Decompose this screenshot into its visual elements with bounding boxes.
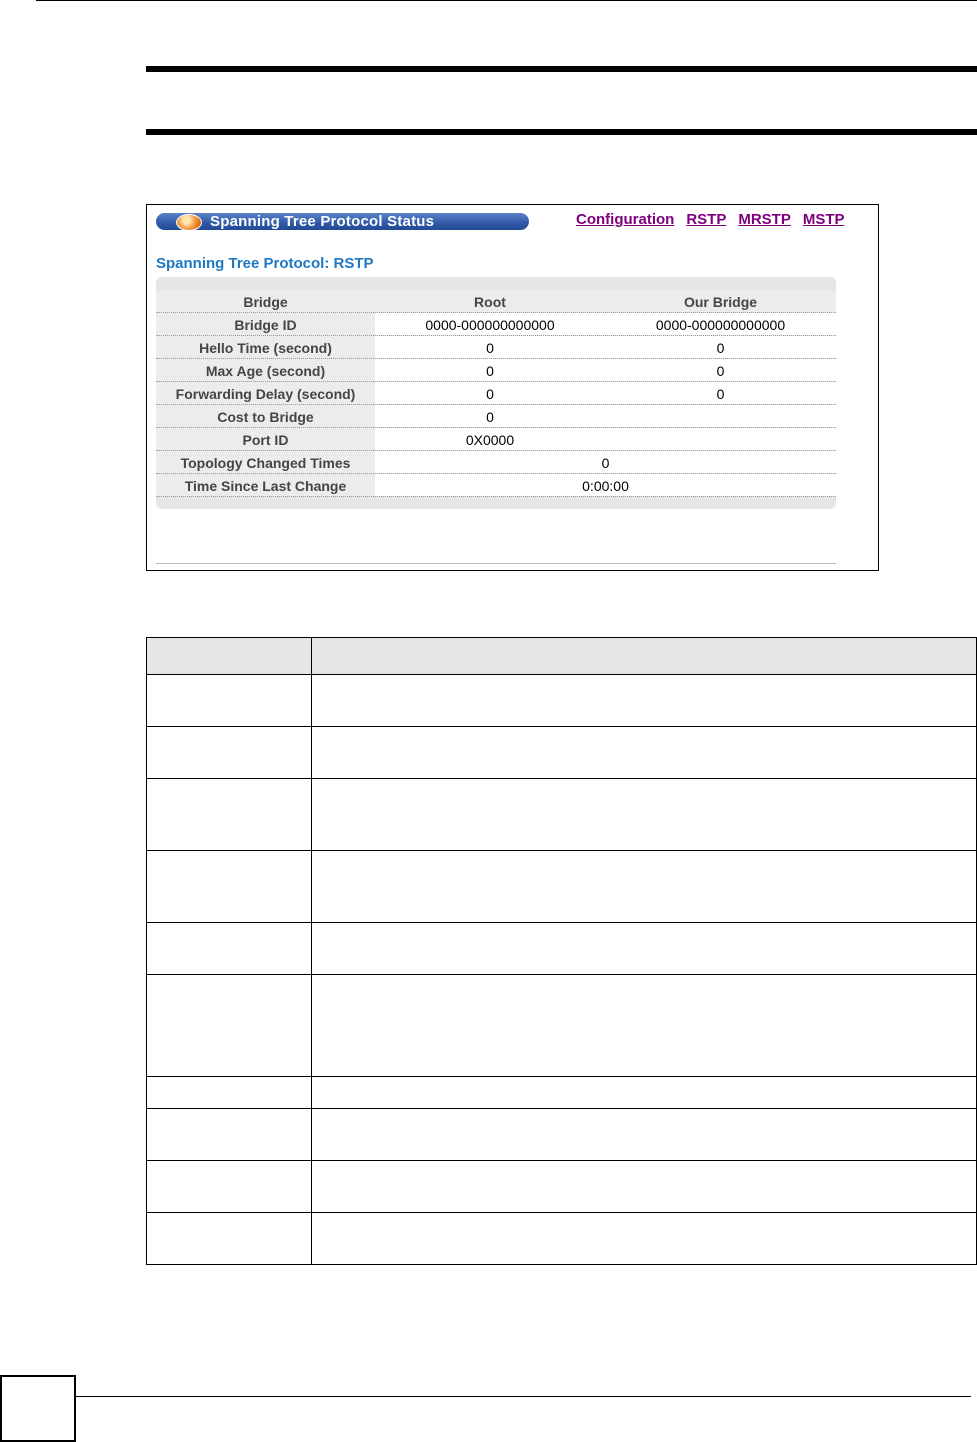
table-row xyxy=(156,451,836,474)
table-row xyxy=(156,428,836,451)
table-row xyxy=(147,779,977,851)
page-number-box xyxy=(0,1375,76,1442)
table-header-row xyxy=(156,290,836,313)
root-value: 0 xyxy=(375,382,605,404)
table-row xyxy=(147,851,977,923)
header-our-bridge: Our Bridge xyxy=(605,290,836,312)
root-value: 0X0000 xyxy=(375,428,605,450)
row-label: Hello Time (second) xyxy=(156,336,375,358)
table-row xyxy=(156,336,836,359)
header-cell-label xyxy=(147,638,312,675)
table-row xyxy=(156,405,836,428)
table-row xyxy=(147,923,977,975)
top-rule xyxy=(36,0,977,1)
section-rule-top xyxy=(146,66,977,72)
table-row xyxy=(147,675,977,727)
table-row xyxy=(147,1161,977,1213)
table-row xyxy=(156,359,836,382)
mrstp-link[interactable]: MRSTP xyxy=(738,211,791,228)
stp-status-table xyxy=(156,277,836,509)
rstp-link[interactable]: RSTP xyxy=(686,211,727,228)
root-value: 0 xyxy=(375,336,605,358)
configuration-link[interactable]: Configuration xyxy=(576,211,675,228)
row-label: Forwarding Delay (second) xyxy=(156,382,375,404)
our-bridge-value: 0 xyxy=(605,336,836,358)
table-row xyxy=(156,382,836,405)
our-bridge-value: 0 xyxy=(605,382,836,404)
header-root: Root xyxy=(375,290,605,312)
row-label: Max Age (second) xyxy=(156,359,375,381)
row-label: Topology Changed Times xyxy=(156,451,375,473)
header-cell-description xyxy=(312,638,977,675)
table-row xyxy=(156,313,836,336)
row-label: Cost to Bridge xyxy=(156,405,375,427)
our-bridge-value: 0 xyxy=(605,359,836,381)
table-row xyxy=(147,727,977,779)
root-value: 0 xyxy=(375,359,605,381)
table-row xyxy=(156,474,836,497)
table-row xyxy=(147,1213,977,1265)
protocol-heading: Spanning Tree Protocol: RSTP xyxy=(156,255,374,272)
stp-status-screenshot xyxy=(146,204,879,571)
table-row xyxy=(147,1109,977,1161)
mstp-link[interactable]: MSTP xyxy=(802,211,845,228)
span-value: 0:00:00 xyxy=(375,474,836,496)
our-bridge-value: 0000-000000000000 xyxy=(605,313,836,335)
panel-title: Spanning Tree Protocol Status xyxy=(210,213,435,230)
root-value: 0 xyxy=(375,405,605,427)
span-value: 0 xyxy=(375,451,836,473)
header-bridge: Bridge xyxy=(156,290,375,312)
orb-icon xyxy=(176,214,202,231)
table-row xyxy=(147,975,977,1077)
row-label: Port ID xyxy=(156,428,375,450)
our-bridge-value xyxy=(605,428,836,450)
footer-rule xyxy=(74,1396,971,1397)
row-label: Bridge ID xyxy=(156,313,375,335)
table-row xyxy=(147,1077,977,1109)
nav-links xyxy=(576,211,857,229)
section-rule-bottom xyxy=(146,129,977,135)
panel-bottom-line xyxy=(156,563,836,564)
description-table xyxy=(146,637,977,1265)
row-label: Time Since Last Change xyxy=(156,474,375,496)
root-value: 0000-000000000000 xyxy=(375,313,605,335)
title-bar xyxy=(156,213,529,230)
description-header-row xyxy=(147,638,977,675)
our-bridge-value xyxy=(605,405,836,427)
